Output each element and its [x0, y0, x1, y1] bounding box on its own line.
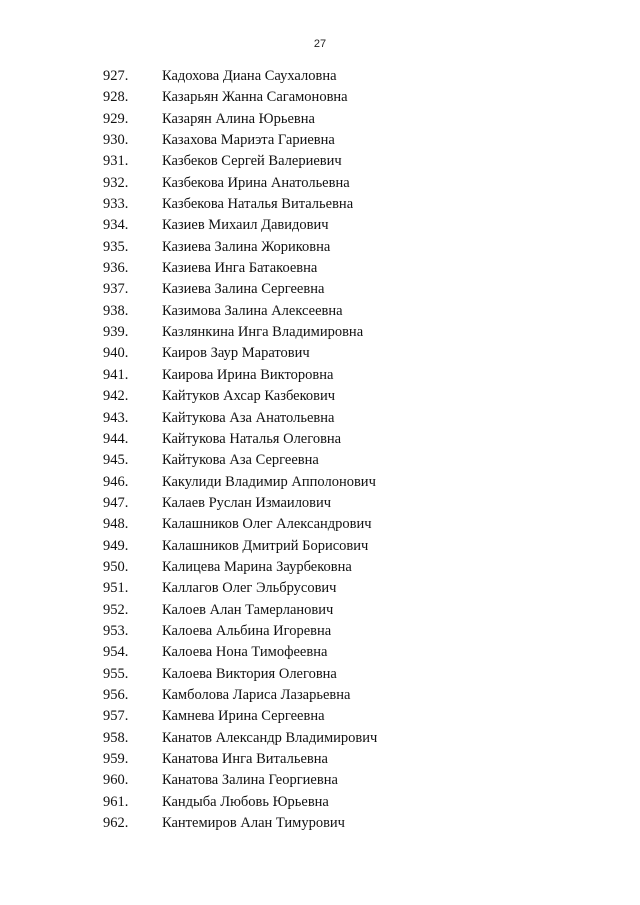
entry-number: 956.	[103, 686, 129, 703]
list-item	[0, 728, 640, 749]
entry-number: 957.	[103, 708, 129, 725]
list-item	[0, 749, 640, 770]
entry-number: 943.	[103, 409, 129, 426]
entry-name: Калашников Дмитрий Борисович	[162, 537, 369, 554]
entry-name: Казимова Залина Алексеевна	[162, 302, 343, 319]
entry-number: 947.	[103, 494, 129, 511]
entry-number: 949.	[103, 537, 129, 554]
list-item	[0, 322, 640, 343]
entry-name: Казбекова Наталья Витальевна	[162, 196, 354, 213]
entry-number: 945.	[103, 452, 129, 469]
entry-name: Калицева Марина Заурбековна	[162, 558, 352, 575]
list-item	[0, 450, 640, 471]
entry-number: 944.	[103, 430, 129, 447]
entry-name: Канатова Инга Витальевна	[162, 751, 328, 767]
list-item	[0, 472, 640, 493]
list-item	[0, 813, 640, 834]
list-item	[0, 621, 640, 642]
list-item	[0, 151, 640, 172]
entry-number: 960.	[103, 772, 129, 789]
list-item	[0, 237, 640, 258]
entry-number: 927.	[103, 68, 129, 84]
entry-name: Каирова Ирина Викторовна	[162, 366, 334, 383]
list-item	[0, 194, 640, 215]
entry-name: Кадохова Диана Саухаловна	[162, 68, 337, 84]
list-item	[0, 578, 640, 599]
entry-number: 937.	[103, 281, 129, 298]
entry-number: 955.	[103, 665, 129, 682]
entry-name: Кайтукова Аза Анатольевна	[162, 409, 335, 426]
entry-number: 934.	[103, 217, 129, 234]
list-item	[0, 664, 640, 685]
entry-name: Казиева Залина Сергеевна	[162, 281, 325, 298]
list-item	[0, 408, 640, 429]
entry-name: Казиев Михаил Давидович	[162, 217, 329, 234]
list-item	[0, 258, 640, 279]
entry-name: Калоева Альбина Игоревна	[162, 622, 332, 639]
entry-number: 936.	[103, 260, 129, 277]
entry-name: Кантемиров Алан Тимурович	[162, 815, 345, 832]
entry-name: Кайтуков Ахсар Казбекович	[162, 388, 336, 405]
entry-name: Камболова Лариса Лазарьевна	[162, 686, 351, 703]
entry-number: 950.	[103, 558, 129, 575]
entry-name: Калоева Нона Тимофеевна	[162, 644, 328, 661]
entry-name: Канатова Залина Георгиевна	[162, 772, 338, 789]
entry-name: Калоев Алан Тамерланович	[162, 601, 334, 618]
entry-name: Каллагов Олег Эльбрусович	[162, 580, 337, 597]
list-item	[0, 130, 640, 151]
entry-number: 939.	[103, 324, 129, 341]
list-item	[0, 279, 640, 300]
entry-number: 928.	[103, 89, 129, 106]
entry-number: 935.	[103, 238, 129, 255]
entry-number: 930.	[103, 132, 129, 149]
entry-name: Камнева Ирина Сергеевна	[162, 708, 325, 725]
entry-number: 953.	[103, 622, 129, 639]
entry-name: Канатов Александр Владимирович	[162, 729, 378, 746]
entry-name: Казарьян Жанна Сагамоновна	[162, 89, 348, 106]
entry-number: 946.	[103, 473, 129, 490]
list-item	[0, 685, 640, 706]
list-item	[0, 514, 640, 535]
list-item	[0, 386, 640, 407]
entry-number: 951.	[103, 580, 129, 597]
entry-name: Казбеков Сергей Валериевич	[162, 153, 342, 170]
list-item	[0, 87, 640, 108]
entry-name: Каиров Заур Маратович	[162, 345, 310, 362]
entry-name: Казиева Инга Батакоевна	[162, 260, 318, 277]
entry-number: 959.	[103, 751, 129, 767]
list-item	[0, 66, 640, 87]
list-item	[0, 706, 640, 727]
list-item	[0, 493, 640, 514]
entry-number: 932.	[103, 174, 129, 191]
list-item	[0, 600, 640, 621]
entry-number: 929.	[103, 110, 129, 127]
list-item	[0, 301, 640, 322]
entry-number: 958.	[103, 729, 129, 746]
list-item	[0, 215, 640, 236]
entry-name: Какулиди Владимир Апполонович	[162, 473, 376, 490]
entry-number: 938.	[103, 302, 129, 319]
entry-name: Казлянкина Инга Владимировна	[162, 324, 364, 341]
name-list	[0, 66, 640, 834]
list-item	[0, 365, 640, 386]
entry-name: Казахова Мариэта Гариевна	[162, 132, 335, 149]
list-item	[0, 536, 640, 557]
list-item	[0, 792, 640, 813]
entry-number: 948.	[103, 516, 129, 533]
entry-name: Кайтукова Наталья Олеговна	[162, 430, 342, 447]
entry-name: Кандыба Любовь Юрьевна	[162, 793, 329, 810]
entry-number: 952.	[103, 601, 129, 618]
entry-number: 931.	[103, 153, 129, 170]
entry-name: Казарян Алина Юрьевна	[162, 110, 315, 127]
entry-number: 940.	[103, 345, 129, 362]
entry-name: Калашников Олег Александрович	[162, 516, 372, 533]
entry-name: Калаев Руслан Измаилович	[162, 494, 332, 511]
entry-number: 941.	[103, 366, 129, 383]
entry-name: Казбекова Ирина Анатольевна	[162, 174, 350, 191]
entry-number: 962.	[103, 815, 129, 832]
list-item	[0, 429, 640, 450]
entry-name: Кайтукова Аза Сергеевна	[162, 452, 319, 469]
list-item	[0, 109, 640, 130]
entry-number: 933.	[103, 196, 129, 213]
entry-number: 942.	[103, 388, 129, 405]
entry-number: 961.	[103, 793, 129, 810]
entry-name: Калоева Виктория Олеговна	[162, 665, 337, 682]
entry-name: Казиева Залина Жориковна	[162, 238, 331, 255]
list-item	[0, 173, 640, 194]
entry-number: 954.	[103, 644, 129, 661]
list-item	[0, 343, 640, 364]
list-item	[0, 770, 640, 791]
list-item	[0, 557, 640, 578]
list-item	[0, 642, 640, 663]
page-number: 27	[313, 38, 327, 50]
